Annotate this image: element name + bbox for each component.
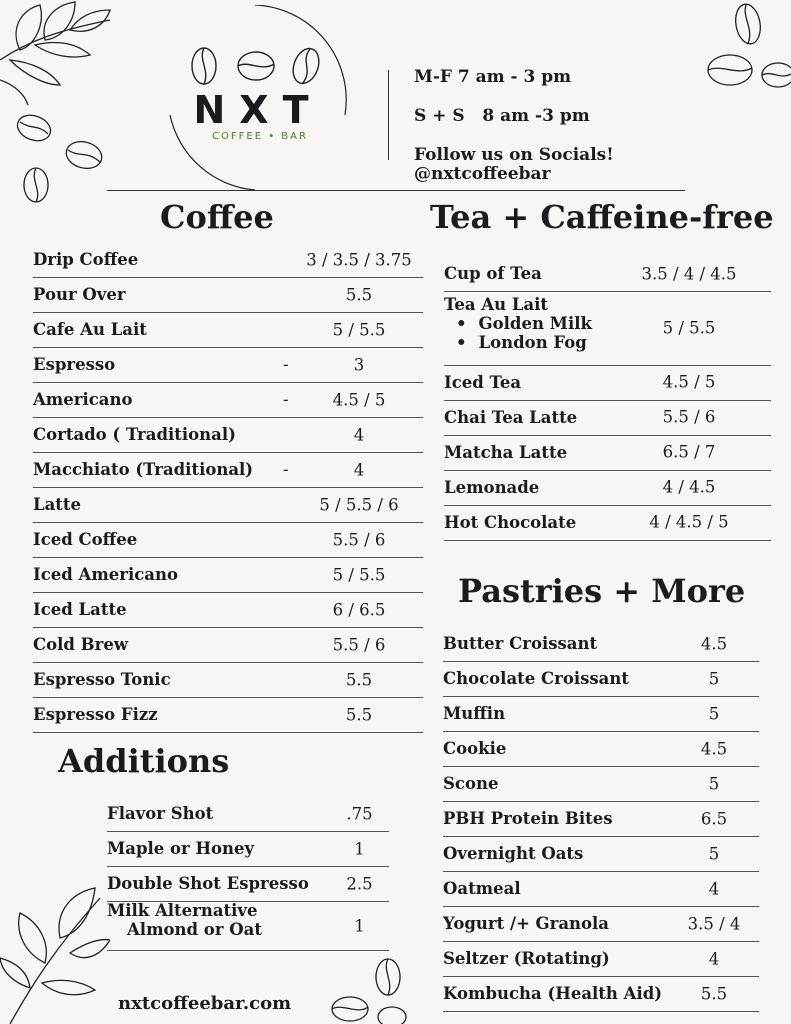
tea-menu-item [444, 291, 771, 366]
item-name [33, 320, 147, 339]
item-price: 5 / 5.5 [332, 320, 386, 339]
item-name [443, 634, 597, 653]
item-price: 4.5 [700, 634, 728, 653]
item-name [443, 844, 583, 863]
item-price: 5.5 [345, 285, 373, 304]
item-name [33, 460, 253, 479]
item-name [107, 901, 262, 939]
item-name [107, 874, 309, 893]
item-name-text: Pour Over [33, 285, 126, 304]
item-price: 4.5 / 5 [332, 390, 386, 409]
item-price: 4 [353, 425, 365, 444]
item-name-text: Americano [33, 390, 133, 409]
item-price: 4.5 [700, 739, 728, 758]
tea-menu-item [444, 256, 771, 292]
coffee-menu-item [33, 522, 423, 558]
coffee-menu-item [33, 452, 423, 488]
coffee-menu-item [33, 662, 423, 698]
item-name-text: Espresso Tonic [33, 670, 171, 689]
item-name [107, 839, 254, 858]
item-name [33, 600, 127, 619]
tea-menu-item [444, 470, 771, 506]
item-name [33, 285, 126, 304]
hours-weekend: S + S 8 am -3 pm [414, 106, 590, 126]
socials-handle[interactable]: @nxtcoffeebar [414, 164, 551, 184]
item-name-text: Chocolate Croissant [443, 669, 629, 688]
item-name-text: Hot Chocolate [444, 512, 577, 532]
pastries-menu-item [443, 871, 759, 907]
item-price: 5 [708, 704, 720, 723]
coffee-menu-item [33, 347, 423, 383]
pastries-menu-item [443, 836, 759, 872]
item-name-text: Scone [443, 774, 499, 793]
item-name-text: Kombucha (Health Aid) [443, 984, 663, 1003]
item-name-text: Iced Coffee [33, 530, 138, 549]
item-price: 3 / 3.5 / 3.75 [306, 250, 412, 269]
coffee-menu-item [33, 592, 423, 628]
additions-menu-item [107, 831, 389, 867]
item-price: 4.5 / 5 [662, 372, 716, 392]
item-name-text: Macchiato (Traditional) [33, 460, 254, 479]
item-price: 5.5 [345, 705, 373, 724]
item-name [33, 250, 138, 269]
item-name [33, 495, 81, 514]
item-name [107, 804, 213, 823]
website-link[interactable]: nxtcoffeebar.com [118, 993, 292, 1014]
item-name [33, 565, 178, 584]
pastries-menu-item [443, 696, 759, 732]
item-name-text: Espresso Fizz [33, 705, 158, 724]
item-price: 4 / 4.5 / 5 [649, 512, 729, 532]
item-price: 3 [353, 355, 365, 374]
item-name-text: Cafe Au Lait [33, 320, 147, 339]
item-price: 5 [708, 669, 720, 688]
item-name [33, 425, 236, 444]
coffee-menu-item [33, 312, 423, 348]
item-name [443, 879, 521, 898]
header-divider [107, 190, 685, 191]
item-name-text: Cup of Tea [444, 264, 542, 283]
item-price: 5.5 [700, 984, 728, 1003]
item-name-text: Cortado ( Traditional) [33, 425, 236, 444]
item-price: 6.5 / 7 [662, 442, 716, 462]
item-name-text: Maple or Honey [107, 839, 255, 858]
item-dash: - [283, 390, 289, 409]
pastries-menu-item [443, 661, 759, 697]
item-name-text: Iced Americano [33, 565, 179, 584]
item-price: .75 [346, 804, 373, 823]
item-name [444, 408, 577, 427]
item-price: 5.5 / 6 [662, 407, 716, 427]
pastries-menu-item [443, 731, 759, 767]
item-dash: - [283, 355, 289, 374]
item-name-text: Yogurt /+ Granola [443, 914, 609, 933]
coffee-menu-item [33, 487, 423, 523]
pastries-menu-item [443, 766, 759, 802]
item-price: 4 [708, 879, 720, 898]
item-name-text: Cold Brew [33, 635, 129, 654]
item-sub-option: • London Fog [444, 333, 592, 352]
coffee-menu-item [33, 627, 423, 663]
item-price: 5 [708, 844, 720, 863]
pastries-menu-item [443, 626, 759, 662]
item-price: 1 [354, 916, 365, 935]
item-price: 5.5 / 6 [332, 635, 386, 654]
coffee-menu-item [33, 242, 423, 278]
item-name-text: Oatmeal [443, 879, 521, 898]
coffee-bean-icon [14, 110, 104, 205]
coffee-bean-icon [700, 0, 791, 95]
item-name [33, 705, 158, 724]
coffee-menu-item [33, 417, 423, 453]
item-name [443, 914, 609, 933]
item-price: 6 / 6.5 [332, 600, 386, 619]
item-name-text: Seltzer (Rotating) [443, 949, 610, 968]
item-name [443, 739, 506, 758]
item-name [443, 704, 505, 723]
item-name [443, 809, 613, 828]
item-name [444, 443, 567, 462]
item-name-text: Flavor Shot [107, 804, 214, 823]
item-dash: - [283, 460, 289, 479]
pastries-menu-item [443, 941, 759, 977]
item-name [33, 390, 132, 409]
coffee-title: Coffee [160, 198, 274, 236]
item-price: 4 [353, 460, 365, 479]
additions-title: Additions [58, 742, 230, 780]
item-price: 4 / 4.5 [662, 477, 716, 497]
coffee-bean-icon [188, 44, 328, 86]
item-name [444, 513, 576, 532]
item-name-text: Matcha Latte [444, 442, 568, 462]
coffee-menu-item [33, 382, 423, 418]
item-price: 5.5 / 6 [332, 530, 386, 549]
item-name [443, 669, 629, 688]
item-name [33, 635, 128, 654]
coffee-menu-item [33, 557, 423, 593]
socials-label: Follow us on Socials! [414, 145, 614, 165]
additions-menu-item [107, 796, 389, 832]
pastries-menu-item [443, 906, 759, 942]
tea-title: Tea + Caffeine-free [430, 198, 774, 236]
item-name [443, 984, 662, 1003]
item-name-text: Lemonade [444, 477, 540, 497]
pastries-title: Pastries + More [458, 572, 746, 610]
item-name [444, 373, 521, 392]
tea-menu-item [444, 505, 771, 541]
item-price: 5 / 5.5 [662, 318, 716, 338]
item-name-text: Tea Au Lait [444, 295, 549, 314]
coffee-menu-item [33, 697, 423, 733]
brand-subtitle: COFFEE • BAR [212, 131, 308, 142]
item-name [33, 530, 137, 549]
brand-logo-text: NXT [193, 88, 323, 132]
hours-weekday: M-F 7 am - 3 pm [414, 67, 572, 87]
item-price: 5 / 5.5 / 6 [319, 495, 399, 514]
item-price: 3.5 / 4 / 4.5 [641, 264, 737, 283]
item-name [33, 670, 171, 689]
vertical-divider [388, 70, 389, 160]
tea-menu-item [444, 400, 771, 436]
tea-menu-item [444, 365, 771, 401]
item-price: 6.5 [700, 809, 728, 828]
leaf-branch-icon [0, 878, 110, 1024]
coffee-bean-icon [330, 955, 410, 1024]
tea-menu-item [444, 435, 771, 471]
leaf-branch-icon [0, 0, 120, 110]
item-name [444, 291, 592, 352]
item-price: 3.5 / 4 [687, 914, 741, 933]
pastries-menu-item [443, 976, 759, 1012]
item-price: 5 [708, 774, 720, 793]
item-name-text: Double Shot Espresso [107, 874, 309, 893]
pastries-menu-item [443, 801, 759, 837]
item-name [444, 264, 542, 283]
item-price: 5 / 5.5 [332, 565, 386, 584]
item-name [443, 774, 498, 793]
item-name-text: Iced Tea [444, 372, 522, 392]
item-price: 5.5 [345, 670, 373, 689]
item-price: 1 [354, 839, 365, 858]
item-name [443, 949, 610, 968]
item-name [444, 478, 539, 497]
item-name [33, 355, 115, 374]
additions-menu-item [107, 866, 389, 902]
item-name-text: Espresso [33, 355, 116, 374]
additions-menu-item [107, 901, 389, 951]
item-name-text: Cookie [443, 739, 507, 758]
item-name-text: Iced Latte [33, 600, 127, 619]
item-name-line2: Almond or Oat [127, 920, 262, 939]
item-price: 4 [708, 949, 720, 968]
item-name-text: Drip Coffee [33, 250, 139, 269]
item-name-text: Latte [33, 495, 82, 514]
item-name-text: Overnight Oats [443, 844, 584, 863]
item-name-text: PBH Protein Bites [443, 809, 613, 828]
item-name-text: Chai Tea Latte [444, 407, 578, 427]
coffee-menu-item [33, 277, 423, 313]
item-price: 2.5 [346, 874, 373, 893]
item-name-text: Milk Alternative [107, 901, 258, 920]
item-name-text: Butter Croissant [443, 634, 598, 653]
item-name-text: Muffin [443, 704, 506, 723]
item-sub-option: • Golden Milk [444, 314, 592, 333]
